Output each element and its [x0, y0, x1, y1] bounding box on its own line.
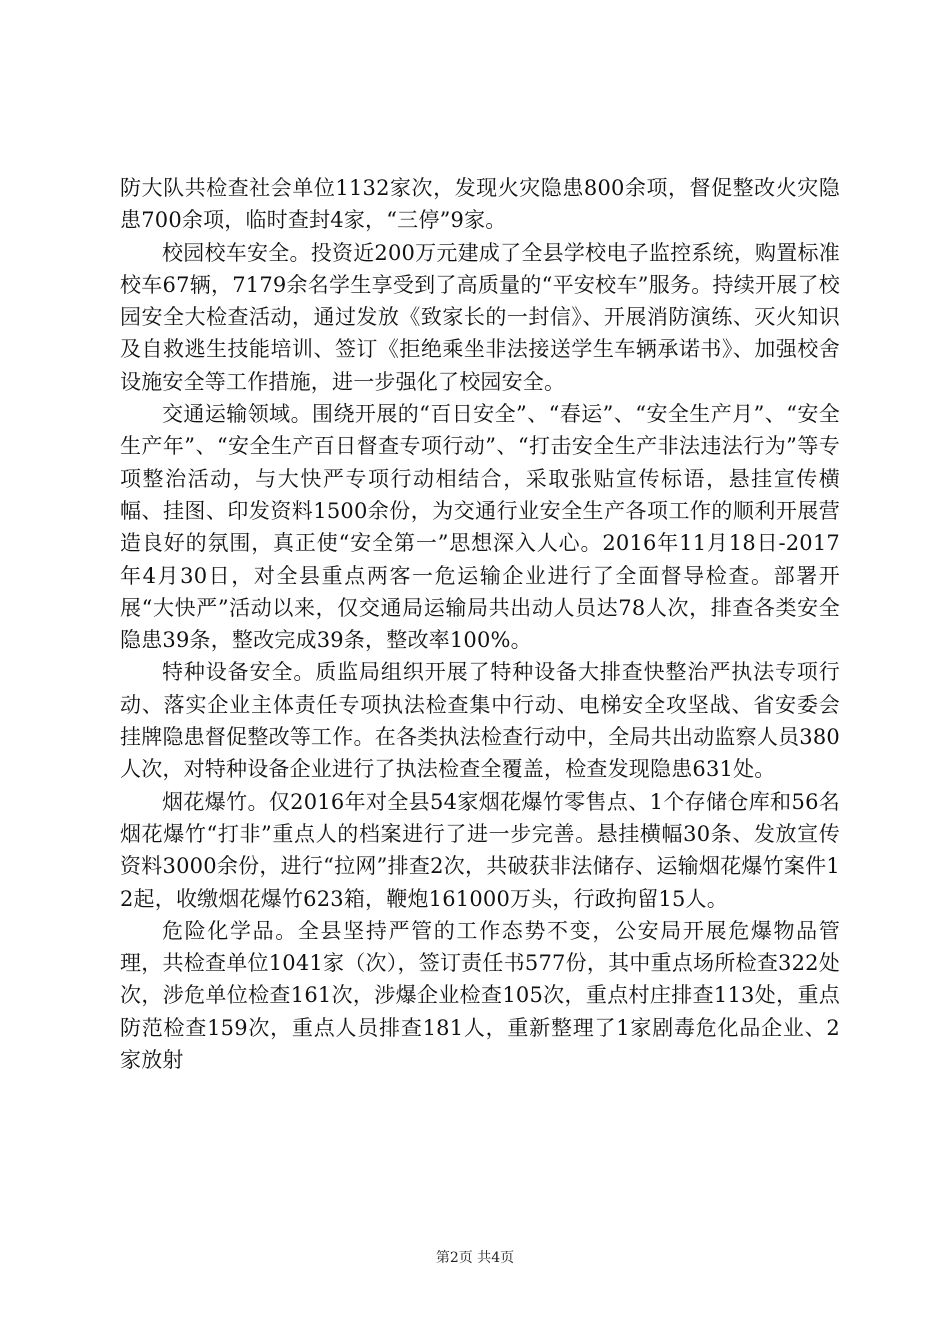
page-footer	[0, 1249, 950, 1267]
paragraph-transport-safety: 交通运输领域。围绕开展的“百日安全”、“春运”、“安全生产月”、“安全生产年”、“安全生产百日督查专项行动”、“打击安全生产非法违法行为”等专项整治活动，与大快严专项行动相结合，采取张贴宣传标语，悬挂宣传横幅、挂图、印发资料1500余份，为交通行业安全生产各项工作的顺利开展营造良好的氛围，真正使“安全第一”思想深入人心。2016年11月18日-2017年4月30日，对全县重点两客一危运输企业进行了全面督导检查。部署开展“大快严”活动以来，仅交通局运输局共出动人员达78人次，排查各类安全隐患39条，整改完成39条，整改率100%。	[120, 402, 840, 653]
paragraph-hazardous-chemicals: 危险化学品。全县坚持严管的工作态势不变，公安局开展危爆物品管理，共检查单位1041家（次），签订责任书577份，其中重点场所检查322处次，涉危单位检查161次，涉爆企业检查105次，重点村庄排查113处，重点防范检查159次，重点人员排查181人，重新整理了1家剧毒危化品企业、2家放射	[120, 918, 840, 1073]
paragraph-special-equipment: 特种设备安全。质监局组织开展了特种设备大排查快整治严执法专项行动、落实企业主体责任专项执法检查集中行动、电梯安全攻坚战、省安委会挂牌隐患督促整改等工作。在各类执法检查行动中，全局共出动监察人员380人次，对特种设备企业进行了执法检查全覆盖，检查发现隐患631处。	[120, 660, 840, 782]
paragraph-campus-bus-safety: 校园校车安全。投资近200万元建成了全县学校电子监控系统，购置标准校车67辆，7179余名学生享受到了高质量的“平安校车”服务。持续开展了校园安全大检查活动，通过发放《致家长的一封信》、开展消防演练、灭火知识及自救逃生技能培训、签订《拒绝乘坐非法接送学生车辆承诺书》、加强校舍设施安全等工作措施，进一步强化了校园安全。	[120, 240, 840, 394]
paragraph-fireworks: 烟花爆竹。仅2016年对全县54家烟花爆竹零售点、1个存储仓库和56名烟花爆竹“打非”重点人的档案进行了进一步完善。悬挂横幅30条、发放宣传资料3000余份，进行“拉网”排查2次，共破获非法储存、运输烟花爆竹案件12起，收缴烟花爆竹623箱，鞭炮161000万头，行政拘留15人。	[120, 789, 840, 911]
page-number: 第2页 共4页	[435, 1250, 515, 1266]
paragraph-fire-inspection: 防大队共检查社会单位1132家次，发现火灾隐患800余项，督促整改火灾隐患700余项，临时查封4家，“三停”9家。	[120, 176, 840, 233]
body-text	[120, 172, 840, 1076]
